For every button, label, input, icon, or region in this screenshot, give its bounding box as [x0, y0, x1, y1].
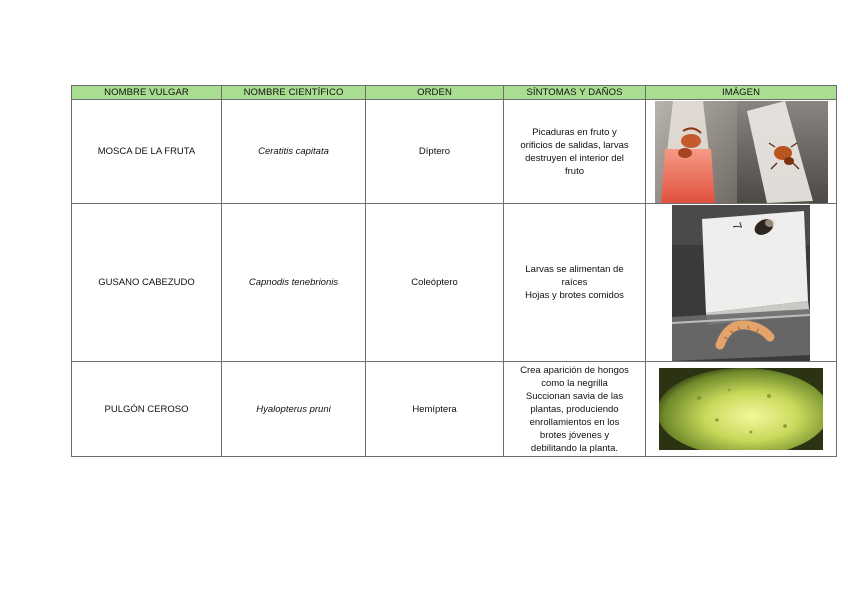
beetle-and-larva-photo	[672, 205, 810, 361]
scientific-name-cell: Capnodis tenebrionis	[222, 204, 366, 362]
table-row	[72, 362, 837, 457]
common-name-cell: GUSANO CABEZUDO	[72, 204, 222, 362]
pest-table	[71, 85, 837, 457]
symptom-line: como la negrilla	[541, 377, 608, 389]
table-row	[72, 204, 837, 362]
symptom-line: orificios de salidas, larvas	[520, 139, 629, 151]
aphid-colony-photo	[659, 368, 823, 450]
scientific-name-cell: Hyalopterus pruni	[222, 362, 366, 457]
symptom-line: Picaduras en fruto y	[532, 126, 617, 138]
common-name-cell: MOSCA DE LA FRUTA	[72, 100, 222, 204]
header-order: ORDEN	[366, 86, 504, 100]
header-scientific-name: NOMBRE CIENTÍFICO	[222, 86, 366, 100]
order-cell: Hemíptera	[366, 362, 504, 457]
image-cell	[646, 100, 837, 204]
symptom-line: raíces	[561, 277, 588, 288]
image-cell	[646, 362, 837, 457]
symptom-line: fruto	[564, 165, 584, 177]
header-symptoms: SÍNTOMAS Y DAÑOS	[504, 86, 646, 100]
common-name-cell: PULGÓN CEROSO	[72, 362, 222, 457]
order-cell: Coleóptero	[366, 204, 504, 362]
header-image: IMÁGEN	[646, 86, 837, 100]
symptom-line: debilitando la planta.	[530, 442, 619, 454]
header-row	[72, 86, 837, 100]
symptom-line: enrollamientos en los	[529, 416, 620, 428]
fruit-fly-vials-photo	[655, 101, 828, 203]
symptom-line: Succionan savia de las	[525, 390, 624, 402]
symptom-line: destruyen el interior del	[525, 152, 624, 164]
symptom-line: Larvas se alimentan de	[525, 264, 624, 275]
symptoms-cell	[504, 204, 646, 362]
image-cell	[646, 204, 837, 362]
symptom-line: plantas, produciendo	[530, 403, 619, 415]
order-cell: Díptero	[366, 100, 504, 204]
symptom-line: brotes jóvenes y	[539, 429, 610, 441]
symptoms-cell	[504, 362, 646, 457]
symptom-line: Hojas y brotes comidos	[525, 290, 624, 301]
header-common-name: NOMBRE VULGAR	[72, 86, 222, 100]
specimen-label: 7	[729, 220, 745, 232]
symptom-line: Crea aparición de hongos	[520, 364, 629, 376]
scientific-name-cell: Ceratitis capitata	[222, 100, 366, 204]
table-row	[72, 100, 837, 204]
symptoms-cell	[504, 100, 646, 204]
